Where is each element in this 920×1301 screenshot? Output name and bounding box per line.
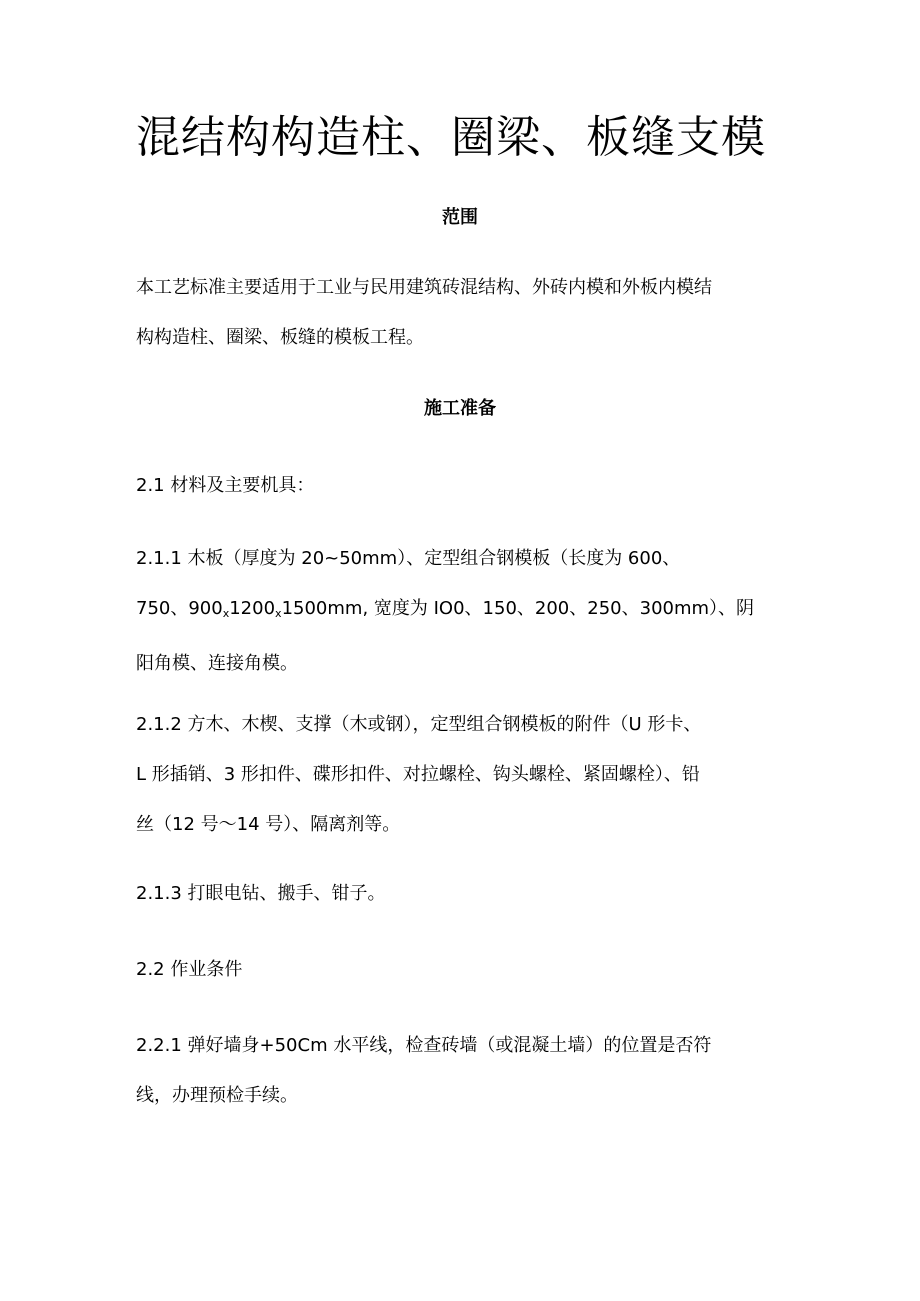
item-2-1-1-line-2-part-a: 750、900 (136, 598, 223, 619)
item-2-2-1-line-1: 2.2.1 弹好墙身+50Cm 水平线，检查砖墙（或混凝土墙）的位置是否符 (136, 1035, 712, 1056)
item-2-1-1-line-2-part-d: 宽度为 IO0、150、200、250、300mm）、阴 (368, 598, 755, 619)
item-2-1-3 (136, 869, 786, 919)
scope-line-1: 本工艺标准主要适用于工业与民用建筑砖混结构、外砖内模和外板内模结 (136, 277, 712, 298)
item-2-1-1-sub-x-2: x (275, 607, 282, 620)
item-2-1-3-text: 2.1.3 打眼电钻、搬手、钳子。 (136, 883, 386, 904)
item-2-1-2-line-3: 丝（12 号～14 号）、隔离剂等。 (136, 814, 401, 835)
document-title: 混结构构造柱、圈梁、板缝支模 (136, 112, 766, 163)
item-2-1-1-line-3: 阳角模、连接角模。 (136, 653, 298, 674)
item-2-2-1 (136, 1021, 786, 1121)
item-2-1-1-line-2-part-b: 1200 (229, 598, 276, 619)
scope-paragraph (136, 263, 786, 363)
item-2-1-2 (136, 700, 786, 850)
item-2-1-text: 2.1 材料及主要机具： (136, 475, 315, 496)
item-2-1-2-line-2: L 形插销、3 形扣件、碟形扣件、对拉螺栓、钩头螺栓、紧固螺栓）、铅 (136, 764, 700, 785)
item-2-1-1-line-1: 2.1.1 木板（厚度为 20~50mm）、定型组合钢模板（长度为 600、 (136, 548, 681, 569)
item-2-1-1-line-2 (136, 584, 786, 639)
item-2-2-text: 2.2 作业条件 (136, 959, 243, 980)
item-2-1-1-line-2-part-c: 1500mm, (281, 598, 369, 619)
section-heading-scope: 范围 (442, 207, 478, 228)
item-2-1-1 (136, 534, 786, 689)
item-2-1 (136, 461, 786, 511)
item-2-1-1-sub-x-1: x (222, 607, 230, 620)
item-2-2 (136, 945, 786, 995)
item-2-2-1-line-2: 线，办理预检手续。 (136, 1085, 298, 1106)
scope-line-2: 构构造柱、圈梁、板缝的模板工程。 (136, 327, 424, 348)
item-2-1-2-line-1: 2.1.2 方木、木楔、支撑（木或钢），定型组合钢模板的附件（U 形卡、 (136, 714, 702, 735)
section-heading-preparation: 施工准备 (424, 398, 496, 419)
